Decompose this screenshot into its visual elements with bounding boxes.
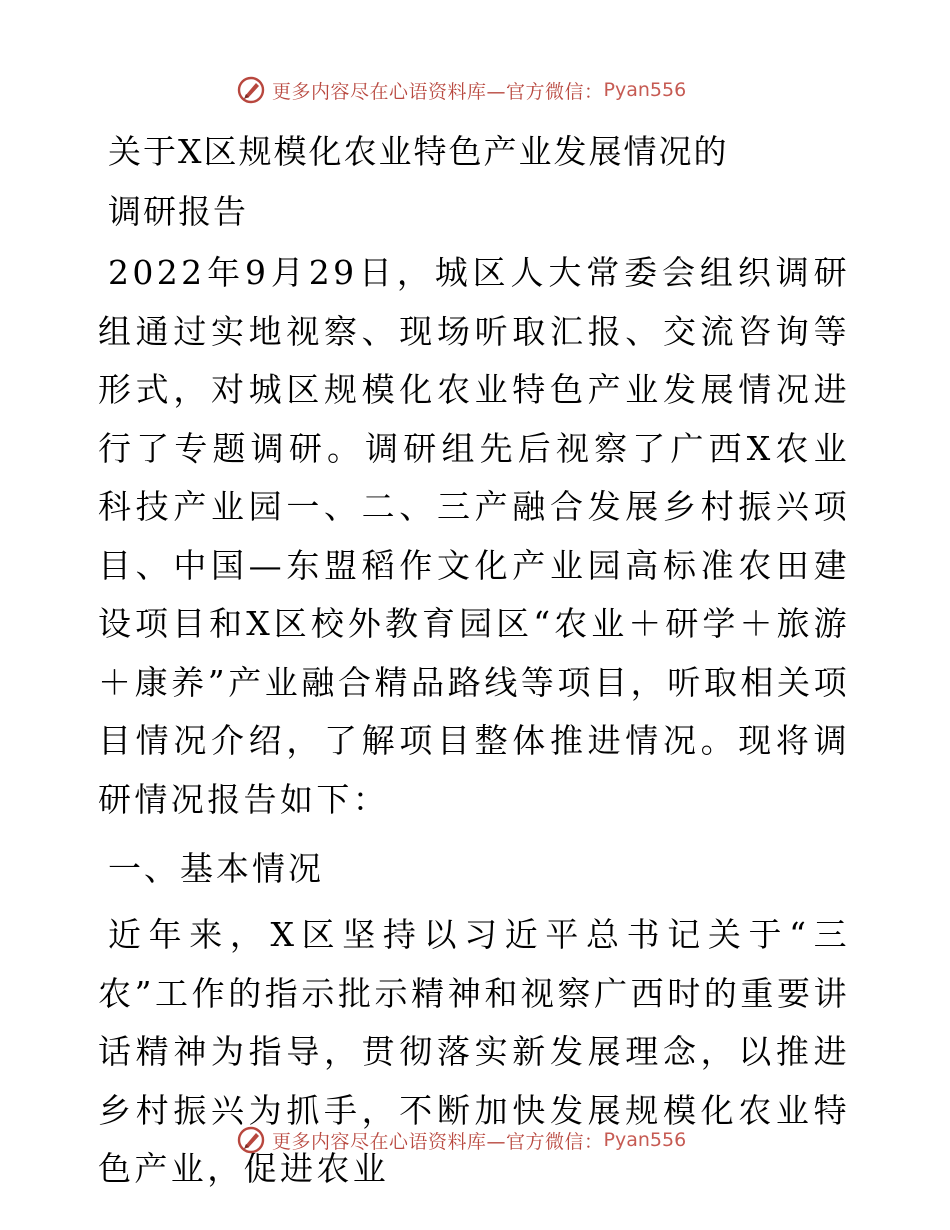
watermark-wechat-id: Pyan556 [603,79,687,101]
intro-paragraph: 2022年9月29日，城区人大常委会组织调研组通过实地视察、现场听取汇报、交流咨询等形式，对城区规模化农业特色产业发展情况进行了专题调研。调研组先后视察了广西X农业科技产业园一、二、三产融合发展乡村振兴项目、中国—东盟稻作文化产业园高标准农田建设项目和X区校外教育园区“农业＋研学＋旅游＋康养”产业融合精品路线等项目，听取相关项目情况介绍，了解项目整体推进情况。现将调研情况报告如下： [98,253,850,819]
watermark-logo-icon [236,1125,266,1155]
watermark-text: 更多内容尽在心语资料库—官方微信： [272,1130,604,1153]
document-title-line-1: 关于X区规模化农业特色产业发展情况的 [108,132,729,171]
watermark-logo-icon [236,75,266,105]
document-body [98,122,850,1199]
watermark-wechat-id: Pyan556 [603,1129,687,1151]
document-title-line-2: 调研报告 [108,192,248,231]
footer-watermark [236,1124,686,1156]
watermark-text: 更多内容尽在心语资料库—官方微信： [272,80,604,103]
section-1-paragraph: 近年来，X区坚持以习近平总书记关于“三农”工作的指示批示精神和视察广西时的重要讲话精神为指导，贯彻落实新发展理念，以推进乡村振兴为抓手，不断加快发展规模化农业特色产业，促进农业 [98,915,850,1188]
header-watermark [236,74,686,106]
section-1-heading: 一、基本情况 [108,849,324,888]
